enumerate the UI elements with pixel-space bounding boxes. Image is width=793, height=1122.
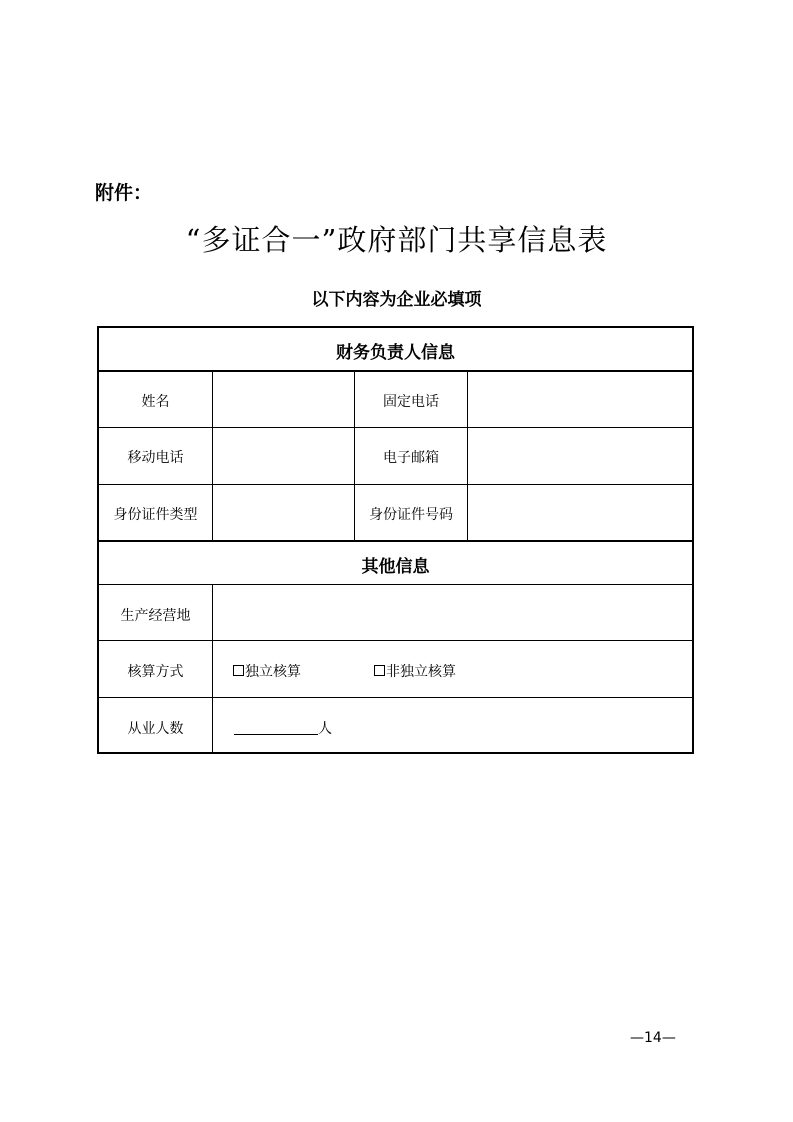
- independent-accounting-checkbox[interactable]: [233, 665, 244, 676]
- accounting-method-label: 核算方式: [127, 664, 184, 680]
- info-form-table: [97, 326, 694, 754]
- divider: [99, 584, 692, 585]
- non-independent-accounting-option[interactable]: [374, 661, 456, 681]
- id-type-label: 身份证件类型: [113, 507, 198, 523]
- employees-field: [234, 718, 332, 738]
- name-input[interactable]: [213, 378, 353, 426]
- id-number-label: 身份证件号码: [369, 507, 453, 523]
- mobile-input[interactable]: [213, 434, 353, 482]
- email-input[interactable]: [468, 434, 692, 482]
- independent-accounting-option[interactable]: [233, 661, 301, 681]
- non-independent-accounting-checkbox[interactable]: [374, 665, 385, 676]
- employees-count-blank[interactable]: [234, 720, 318, 735]
- other-section-title: 其他信息: [361, 557, 430, 577]
- landline-input[interactable]: [468, 378, 692, 426]
- landline-label: 固定电话: [383, 394, 439, 410]
- document-title: “多证合一”政府部门共享信息表: [185, 223, 608, 257]
- divider: [99, 697, 692, 698]
- document-subtitle: 以下内容为企业必填项: [311, 290, 482, 310]
- attachment-label: 附件：: [95, 182, 153, 204]
- employees-unit: 人: [318, 721, 332, 737]
- business-location-input[interactable]: [213, 590, 692, 638]
- divider: [99, 370, 692, 372]
- email-label: 电子邮箱: [383, 450, 439, 466]
- divider: [99, 427, 692, 428]
- divider: [99, 540, 692, 542]
- name-label: 姓名: [141, 394, 170, 410]
- divider: [99, 640, 692, 641]
- independent-accounting-text: 独立核算: [245, 664, 301, 680]
- employees-label: 从业人数: [127, 721, 184, 737]
- business-location-label: 生产经营地: [120, 608, 191, 624]
- id-type-input[interactable]: [213, 491, 353, 539]
- id-number-input[interactable]: [468, 491, 692, 539]
- page-number: —14—: [630, 1030, 676, 1046]
- non-independent-accounting-text: 非独立核算: [386, 664, 456, 680]
- finance-section-title: 财务负责人信息: [336, 343, 455, 363]
- mobile-label: 移动电话: [127, 450, 184, 466]
- divider: [99, 484, 692, 485]
